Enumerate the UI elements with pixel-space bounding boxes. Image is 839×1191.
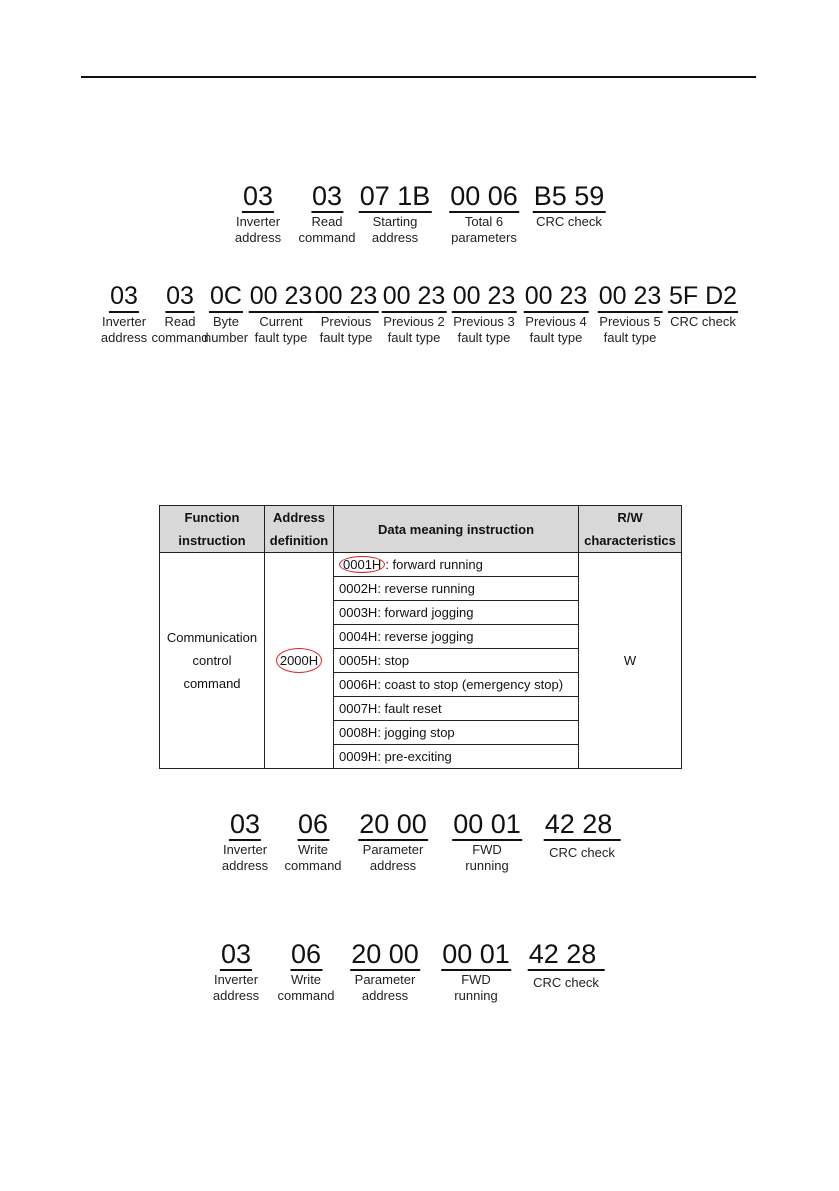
frame-field: 03 Read command [298,181,356,245]
address-cell: 2000H [265,553,334,769]
frame-field: 00 23 Previous 3 fault type [452,282,516,345]
data-meaning-cell: 0007H: fault reset [334,697,579,721]
frame-field: 20 00 Parameter address [351,939,419,1003]
frame-field: B5 59 CRC check [533,181,605,229]
frame-field: 00 06 Total 6 parameters [450,181,518,245]
frame-field: 06 Write command [284,809,342,873]
data-meaning-cell: 0003H: forward jogging [334,601,579,625]
header-rw: R/W characteristics [579,506,682,553]
frame-field: 07 1B Starting address [359,181,431,245]
frame-field: 03 Inverter address [212,939,260,1003]
command-table [159,505,682,769]
data-meaning-cell: 0002H: reverse running [334,577,579,601]
frame-field: 00 23 Previous 5 fault type [598,282,662,345]
frame-field: 20 00 Parameter address [359,809,427,873]
data-meaning-cell: 0004H: reverse jogging [334,625,579,649]
data-meaning-cell: 0009H: pre-exciting [334,745,579,769]
frame-field: 06 Write command [277,939,335,1003]
frame-field: 00 01 FWD running [453,809,521,873]
frame-field: 0C Byte number [203,282,249,345]
frame-field: 00 23 Previous 2 fault type [382,282,446,345]
rw-cell: W [579,553,682,769]
frame-field: 00 23 Previous 4 fault type [524,282,588,345]
table-header-row [160,506,682,553]
table-row [160,553,682,577]
frame-field: 42 28 CRC check [544,810,621,860]
data-meaning-cell: 0005H: stop [334,649,579,673]
data-meaning-cell: 0006H: coast to stop (emergency stop) [334,673,579,697]
data-meaning-cell: 0008H: jogging stop [334,721,579,745]
header-meaning: Data meaning instruction [334,506,579,553]
frame-field: 03 Inverter address [234,181,282,245]
header-function: Function instruction [160,506,265,553]
frame-field: 03 Read command [151,282,209,345]
frame-field: 42 28 CRC check [528,940,605,990]
frame-field: 00 01 FWD running [442,939,510,1003]
data-meaning-cell: 0001H : forward running [334,553,579,577]
frame-field: 00 23 Previous fault type [314,282,378,345]
frame-field: 03 Inverter address [221,809,269,873]
frame-field: 00 23 Current fault type [249,282,313,345]
header-address: Address definition [265,506,334,553]
function-cell: Communication control command [160,553,265,769]
frame-field: 03 Inverter address [100,282,148,345]
header-rule [81,76,756,78]
frame-field: 5F D2 CRC check [668,282,738,329]
